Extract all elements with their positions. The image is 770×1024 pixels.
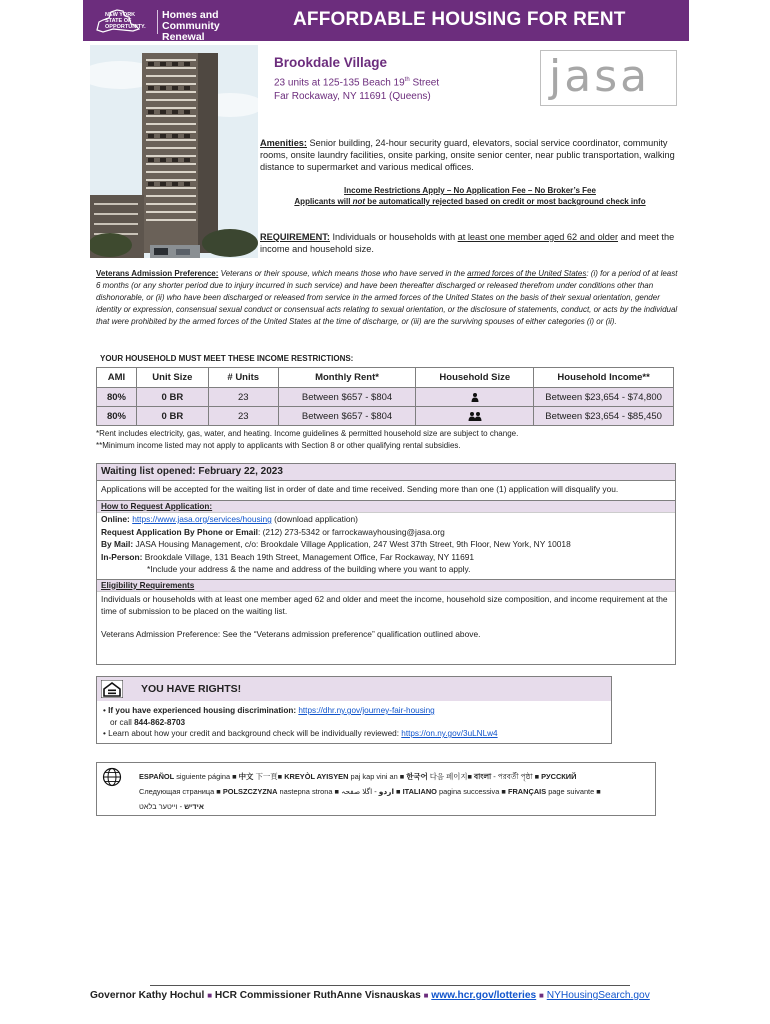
requirement-label: REQUIREMENT:	[260, 232, 330, 242]
logo-agency-text	[162, 10, 263, 43]
amenities-label: Amenities:	[260, 138, 307, 148]
page-title: AFFORDABLE HOUSING FOR RENT	[293, 9, 626, 30]
language-next-page-text: - পরবর্তী পৃষ্ঠা ■	[491, 772, 542, 781]
footer-divider	[150, 985, 630, 986]
language-next-page-text: Следующая страница ■	[139, 787, 223, 796]
footer-separator-1: ■	[207, 991, 213, 1000]
language-next-page-text: - اگلا صفحہ ■	[341, 787, 403, 796]
restrictions-notice	[260, 185, 680, 207]
amenities-section	[260, 137, 680, 173]
two-persons-icon	[468, 411, 482, 421]
language-name[interactable]: 한국어	[406, 772, 428, 781]
language-name[interactable]: اردو	[378, 787, 394, 796]
language-name[interactable]: אידיש	[184, 802, 204, 811]
cell-rent: Between $657 - $804	[278, 407, 416, 426]
rights-phone: 844-862-8703	[134, 717, 186, 727]
language-line-2	[139, 784, 654, 799]
apply-mail-line	[101, 538, 671, 551]
veterans-preference	[96, 268, 680, 328]
col-household-income: Household Income**	[534, 368, 674, 388]
cell-unit-size: 0 BR	[136, 388, 208, 407]
cell-units: 23	[208, 388, 278, 407]
eligibility-veterans: Veterans Admission Preference: See the “Veterans admission preference” qualification outlined above.	[101, 628, 481, 639]
footer-separator-3: ■	[539, 991, 544, 1000]
cell-units: 23	[208, 407, 278, 426]
language-name[interactable]: POLSZCZYZNA	[222, 787, 278, 796]
cell-rent: Between $657 - $804	[278, 388, 416, 407]
col-household-size: Household Size	[416, 368, 534, 388]
language-name[interactable]: বাংলা	[474, 772, 492, 781]
cell-ami: 80%	[97, 407, 137, 426]
language-links	[139, 769, 654, 814]
language-next-page-text: nastepna strona ■	[277, 787, 342, 796]
waiting-list-heading: Waiting list opened: February 22, 2023	[97, 464, 675, 481]
globe-icon	[102, 767, 122, 787]
requirement-age: at least one member aged 62 and older	[457, 232, 619, 242]
rights-item-discrimination: • If you have experienced housing discrimination: https://dhr.ny.gov/journey-fair-housing	[103, 706, 435, 715]
veterans-pre: Veterans or their spouse, which means those who have served in the	[218, 269, 468, 278]
income-table-header-row	[97, 368, 674, 388]
col-monthly-rent: Monthly Rent*	[278, 368, 416, 388]
language-name[interactable]: РУССКИЙ	[541, 772, 577, 781]
phone-label: Request Application By Phone or Email	[101, 526, 258, 537]
header-banner	[83, 0, 689, 41]
veterans-armed-forces: armed forces of the United States	[467, 269, 587, 278]
line2-not: not	[352, 197, 366, 206]
apply-in-person-line	[101, 551, 671, 564]
jasa-logo-text: jasa	[549, 51, 651, 102]
language-next-page-text: 다음 페이지■	[427, 772, 475, 781]
apply-online-line	[101, 513, 671, 526]
logo-divider	[157, 10, 158, 34]
how-to-apply-section	[97, 513, 675, 580]
rights-box	[96, 676, 612, 744]
mail-text: JASA Housing Management, c/o: Brookdale Village Application, 247 West 37th Street, 9th Floor, New York, NY 10018	[133, 539, 571, 549]
eligibility-heading: Eligibility Requirements	[97, 580, 675, 592]
rights-heading-bar	[97, 677, 611, 701]
developer-logo	[540, 50, 677, 106]
requirement-post: and meet the income and household size.	[260, 232, 675, 254]
language-next-page-text: - וייטער בלאט	[139, 802, 185, 811]
restrictions-line-2	[260, 196, 680, 207]
equal-housing-icon	[101, 680, 123, 698]
units-prefix: 23 units at 125-135 Beach 19	[274, 77, 405, 89]
col-units: # Units	[208, 368, 278, 388]
units-suffix: Street	[409, 77, 440, 89]
cell-household-size	[416, 407, 534, 426]
line2-post: be automatically rejected based on credit or most background check info	[365, 197, 646, 206]
languages-box	[96, 762, 656, 816]
waiting-list-box	[96, 463, 676, 665]
property-units-line	[274, 73, 439, 90]
apply-phone-line	[101, 526, 671, 539]
language-name[interactable]: ITALIANO	[402, 787, 437, 796]
language-name[interactable]: KREYÒL AYISYEN	[284, 772, 349, 781]
jasa-housing-link[interactable]: https://www.jasa.org/services/housing	[132, 514, 272, 524]
table-row	[97, 407, 674, 426]
table-row	[97, 388, 674, 407]
language-next-page-text: pagina successiva ■	[436, 787, 508, 796]
veterans-post: : (i) for a period of at least 6 months (or any shorter period due to injury incurred in such service) and have been thereafter discharged or released therefrom under conditions other than dishonorable, or (ii) who have been discharged or released from service in the armed forces of the United States on the basis of their sexual orientation, gender identity or expression, consensual sexual conduct or consensual acts relating to sexual orientation, or the disclosure of statements, conduct, or acts by the individual that were prohibited by the armed forces of the United States at the time of discharge, or (iii) are the surviving spouses of either categories (i) or (ii).	[96, 269, 678, 327]
building-photo	[90, 45, 258, 258]
footer-lotteries-link[interactable]: www.hcr.gov/lotteries	[431, 990, 537, 1001]
eligibility-text: Individuals or households with at least one member aged 62 and older and meet the income, household size composition, and income requirement at the time of submission to be placed on the waiting list.	[101, 593, 668, 616]
language-next-page-text: 下一頁■	[253, 772, 285, 781]
rent-note: *Rent includes electricity, gas, water, and heating. Income guidelines & permitted household size are subject to change.	[96, 429, 519, 438]
language-name[interactable]: FRANÇAIS	[507, 787, 547, 796]
requirement-pre: Individuals or households with	[329, 232, 458, 242]
rights-title: YOU HAVE RIGHTS!	[141, 683, 242, 695]
rights-item-credit: • Learn about how your credit and background check will be individually reviewed: https://on.ny.gov/3uLNLw4	[103, 729, 498, 738]
language-line-1	[139, 769, 654, 784]
income-note: **Minimum income listed may not apply to applicants with Section 8 or other qualifying rental subsidies.	[96, 440, 461, 450]
online-label: Online:	[101, 514, 130, 524]
credit-text: Learn about how your credit and background check will be individually reviewed:	[108, 729, 402, 738]
language-next-page-text: page suivante ■	[546, 787, 601, 796]
logo-agency-line-1: Homes and	[162, 9, 219, 21]
language-line-3	[139, 799, 654, 814]
footer-governor: Governor Kathy Hochul	[90, 990, 205, 1001]
income-table-caption: YOUR HOUSEHOLD MUST MEET THESE INCOME RESTRICTIONS:	[100, 354, 354, 363]
cell-ami: 80%	[97, 388, 137, 407]
income-table	[96, 367, 674, 426]
requirement-section	[260, 231, 680, 255]
restrictions-text-2	[294, 197, 645, 206]
veterans-label: Veterans Admission Preference:	[96, 269, 219, 278]
units-ordinal: th	[404, 77, 410, 83]
fair-housing-link[interactable]: https://dhr.ny.gov/journey-fair-housing	[298, 706, 435, 715]
restrictions-text-1: Income Restrictions Apply – No Application Fee – No Broker’s Fee	[344, 186, 596, 195]
how-to-apply-heading: How to Request Application:	[97, 501, 675, 513]
logo-agency-line-2: Community Renewal	[162, 20, 220, 43]
property-name: Brookdale Village	[274, 55, 388, 70]
person-icon	[470, 392, 480, 402]
property-city-line: Far Rockaway, NY 11691 (Queens)	[274, 91, 431, 103]
phone-prefix: or call	[110, 717, 135, 727]
waiting-list-text: Applications will be accepted for the waiting list in order of date and time received. Sending more than one (1) application will disqualify you.	[97, 481, 675, 501]
footer-commissioner: HCR Commissioner RuthAnne Visnauskas	[214, 990, 421, 1001]
language-name[interactable]: 中文	[238, 772, 254, 781]
cell-income: Between $23,654 - $85,450	[534, 407, 674, 426]
cell-unit-size: 0 BR	[136, 407, 208, 426]
cell-household-size	[416, 388, 534, 407]
rights-list	[103, 705, 498, 740]
rights-item-phone	[103, 717, 498, 729]
col-ami: AMI	[97, 368, 137, 388]
nys-hcr-logo	[93, 6, 263, 43]
in-person-text: Brookdale Village, 131 Beach 19th Street, Management Office, Far Rockaway, NY 11691	[142, 551, 475, 562]
language-next-page-text: siguiente página ■	[174, 772, 239, 781]
line2-pre: Applicants will	[294, 197, 353, 206]
property-address	[274, 73, 439, 104]
mail-label: By Mail:	[101, 539, 134, 549]
cell-income: Between $23,654 - $74,800	[534, 388, 674, 407]
online-suffix: (download application)	[271, 514, 358, 524]
amenities-text: Senior building, 24-hour security guard, elevators, social service coordinator, community rooms, onsite laundry facilities, onsite parking, onsite senior center, near public transportation, walking distance to supermarket and various medical offices.	[260, 138, 675, 172]
apply-note: *Include your address & the name and address of the building where you want to apply.	[147, 564, 471, 574]
discrimination-label: If you have experienced housing discrimination:	[108, 706, 297, 715]
footer-separator-2: ■	[423, 991, 429, 1000]
eligibility-section	[97, 592, 675, 642]
footer-housing-search-link[interactable]: NYHousingSearch.gov	[546, 990, 650, 1001]
in-person-label: In-Person:	[101, 551, 143, 562]
language-name[interactable]: ESPAÑOL	[139, 772, 175, 781]
language-next-page-text: paj kap vini an ■	[348, 772, 407, 781]
credit-review-link[interactable]: https://on.ny.gov/3uLNLw4	[401, 729, 498, 738]
footer	[90, 990, 690, 1001]
income-table-notes	[96, 428, 518, 451]
logo-state-text: NEW YORK STATE OF OPPORTUNITY.	[105, 12, 146, 30]
phone-text: : (212) 273-5342 or farrockawayhousing@jasa.org	[257, 526, 445, 537]
building-illustration	[90, 45, 258, 258]
restrictions-line-1	[260, 185, 680, 196]
col-unit-size: Unit Size	[136, 368, 208, 388]
